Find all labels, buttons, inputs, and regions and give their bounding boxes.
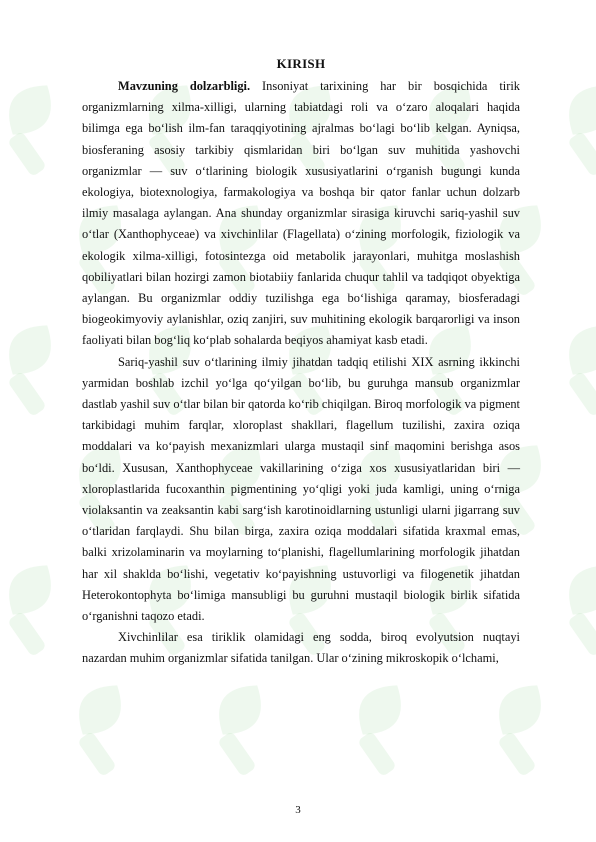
watermark-stroke: [357, 731, 397, 777]
watermark-leaf: [0, 314, 64, 386]
watermark-stroke: [567, 131, 596, 177]
watermark-stroke: [497, 731, 537, 777]
page-title: KIRISH: [276, 56, 326, 71]
paragraph-1: [82, 76, 520, 352]
watermark-leaf: [556, 314, 596, 386]
watermark-stroke: [7, 611, 47, 657]
watermark-leaf: [346, 674, 413, 746]
watermark-stroke: [7, 131, 47, 177]
watermark-leaf: [0, 80, 64, 146]
watermark-leaf: [0, 554, 64, 626]
page-number: 3: [295, 804, 301, 816]
paragraph-text: Insoniyat tarixining har bir bosqichida tirik organizmlarning xilma-xilligi, ularning tabiatdagi roli va o‘zaro aloqalari haqida bilimga ega bo‘lish ilm-fan taraqqiyotining ajralmas bo‘lagi bo‘lib kelgan. Ayniqsa, biosferaning asosiy tarkibiy qismlaridan biri bo‘lgan suv muhitida yashovchi organizmlar — suv o‘tlarining biologik xususiyatlarini o‘rganish bugungi kunda ekologiya, biotexnologiya, farmakologiya va boshqa bir qator fanlar uchun dolzarb ilmiy masalaga aylangan. Ana shunday organizmlar sirasiga kiruvchi sariq-yashil suv o‘tlar (Xanthophyceae) va xivchinlilar (Flagellata) o‘zining morfologik, fiziologik va ekologik xilma-xilligi, fotosintezga oid metabolik jarayonlari, muhitga moslashish qobiliyatlari bilan hozirgi zamon biotabiiy fanlarida chuqur tahlil va tadqiqot obyektiga aylangan. Bu organizmlar oddiy tuzilishga ega bo‘lishiga qaramay, biosferadagi biogeokimyoviy aylanishlar, oziq zanjiri, suv muhitining ekologik barqarorligi va inson faoliyati bilan bog‘liq ko‘plab sohalarda beqiyos ahamiyat kasb etadi.: [82, 79, 521, 348]
watermark-stroke: [567, 611, 596, 657]
watermark-leaf: [66, 674, 133, 746]
paragraph-2: [82, 352, 520, 628]
watermark-stroke: [217, 731, 257, 777]
watermark-stroke: [7, 371, 47, 417]
watermark-leaf: [556, 554, 596, 626]
watermark-stroke: [567, 371, 596, 417]
watermark-leaf: [206, 674, 273, 746]
paragraph-text: Xivchinlilar esa tiriklik olamidagi eng sodda, biroq evolyutsion nuqtayi nazardan muhim organizmlar sifatida tanilgan. Ular o‘zining mikroskopik o‘lchami,: [82, 630, 520, 666]
paragraph-lead: Mavzuning dolzarbligi.: [118, 79, 251, 93]
document-body: [82, 56, 520, 670]
watermark-leaf: [486, 674, 553, 746]
watermark-leaf: [556, 80, 596, 146]
paragraph-text: Sariq-yashil suv o‘tlarining ilmiy jihatdan tadqiq etilishi XIX asrning ikkinchi yarmidan boshlab izchil yo‘lga qo‘yilgan bo‘lib, bu guruhga mansub organizmlar dastlab yashil suv o‘tlar bilan bir qatorda ko‘rib chiqilgan. Biroq morfologik va pigment tarkibidagi muhim farqlar, xloroplast shakllari, flagellum tuzilishi, zaxira oziqa moddalari va ko‘payish mexanizmlari ularga mustaqil sinf maqomini berishga asos bo‘ldi. Xususan, Xanthophyceae vakillarining o‘ziga xos xususiyatlaridan biri — xloroplastlarida fucoxanthin pigmentining yo‘qligi yoki juda kamligi, uning o‘rniga violaksantin va zeaksantin kabi sarg‘ish karotinoidlarning ustunligi ularni jigarrang suv o‘tlaridan farqlaydi. Shu bilan birga, zaxira oziqa moddalari sifatida kraxmal emas, balki xrizolaminarin va moylarning to‘planishi, flagellumlarining morfologik jihatdan har xil shaklda bo‘lishi, vegetativ ko‘payishning ustuvorligi va filogenetik jihatdan Heterokontophyta bo‘limiga mansubligi bu guruhni mustaqil biologik birlik sifatida o‘rganishni taqozo etadi.: [82, 354, 520, 624]
watermark-stroke: [77, 731, 117, 777]
paragraph-3: [82, 627, 520, 669]
